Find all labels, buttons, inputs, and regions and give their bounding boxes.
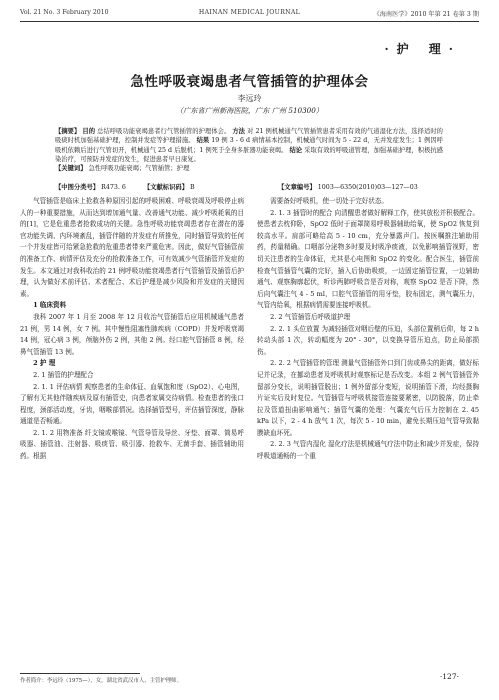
running-header xyxy=(20,9,479,22)
section-heading: 1 临床资料 xyxy=(33,301,67,310)
section-heading: 2 护 理 xyxy=(33,359,56,368)
doc-code-label: 【文献标识码】 xyxy=(143,184,188,191)
page-number: ·127· xyxy=(439,672,459,681)
result-text: 19 例 3 - 6 d 病情基本控制，机械通气时间为 5 - 22 d，无并发症发生；1 例因呼吸机依赖后进行气管切开，机械通气 25 d 后脱机；1 例死于全身多脏器功能衰竭。 xyxy=(55,137,443,154)
paragraph: 2. 2. 2 气管插管的管理 测量气管插管外口到门齿或鼻尖的距离，做好标记并记录，在挪动患者及呼吸机时观察标记是否改变。本组 2 例气管插管外留部分变长，说明插管脱出；1 例外留部分变短，说明插管下滑，均经摄胸片证实后及时复位。气管插管与呼吸机接管连接要紧密，以防脱落，防止牵拉及管道扭曲影响通气；插管气囊的处理：气囊充气后压力控制在 2. 45 kPa 以下，2 - 4 h 放气 1 次，每次 5 - 10 min，避免长期压迫气管导致黏膜缺血坏死。 xyxy=(257,359,479,437)
abstract xyxy=(55,127,443,173)
paragraph: 气管插管是临床上抢救各种原因引起的呼吸困难、呼吸衰竭及呼吸停止病人的一种重要措施，从而达到增加通气量、改善通气功能、减少呼吸耗氧的目的[1]，它是危重患者抢救成功的关键。急性呼吸功能衰竭患者存在潜在的器官功能失调、内环境紊乱，插管伴随的并发症有所推免，同时插管导致的任何一个并发症皆可给紧急抢救的危重患者带来严重危害。因此，做好气管插管前的准备工作、病情评估及充分的抢救准备工作，可有效减少气管插管并发症的发生。本文通过对我科收治的 21 例呼吸功能衰竭患者行气管插管及插管后护理，认为做好术前评估、术者配合、术后护理是减少风险和并发症的关键因素。 xyxy=(20,197,244,298)
conclusion-text: 采取有效的呼吸道管理，加强基础护理，积极抗感染治疗，可预防并发症的发生，促进患者早日康复。 xyxy=(55,146,444,163)
article-no-label: 【文章编号】 xyxy=(278,184,316,191)
article-no-row xyxy=(278,182,418,191)
author-footnote: 作者简介：李远玲（1975—），女，湖北省武汉市人，主管护理师。 xyxy=(20,678,182,684)
section-heading: 2. 1 插管的护理配合 xyxy=(33,370,94,379)
author: 李远玲 xyxy=(237,94,262,103)
result-label: 结果 xyxy=(196,137,210,145)
paragraph: 2. 1. 1 评估病情 观察患者的生命体征、血氧饱和度（SpO2）、心电图，了解有无其他伴随疾病及原有插管史，向患者家属交待病情。检查患者的张口程度，颈部活动度，牙齿，咽喉部情况。选择插管型号，评估插管深度，静脉通道是否畅通。 xyxy=(20,382,244,426)
clc-value: R473. 6 xyxy=(101,184,126,191)
article-title: 急性呼吸衰竭患者气管插管的护理体会 xyxy=(130,74,369,90)
paragraph: 2. 1. 2 用物准备 纤支镜或喉镜、气管导管及导丝、牙垫、面罩、简易呼吸器、插管油、注射器、吸痰管、吸引器、抢救车、无菌手套、插管辅助用药。根据 xyxy=(20,428,244,461)
abstract-label: 【摘要】 xyxy=(55,128,81,135)
header-issue: 《海南医学》2010 年第 21 卷第 3 期 xyxy=(373,11,479,18)
section-tag: ·护 理· xyxy=(384,42,461,56)
doc-code-value: B xyxy=(190,184,195,191)
method-text: 对 21 例机械通气气管插管患者采用有效的气道湿化方法，选择适时的吸痰时机加强基础护理，控制并发症等护理措施。 xyxy=(55,128,443,145)
purpose-text: 总结呼吸功能衰竭患者行气管插管的护理体会。 xyxy=(97,128,231,135)
right-column xyxy=(257,196,479,463)
footnote-rule xyxy=(20,673,140,674)
affiliation: （广东省广州新海医院，广东 广州 510300） xyxy=(175,106,323,115)
header-volume: Vol. 21 No. 3 February 2010 xyxy=(20,9,109,16)
paragraph: 2. 1. 3 插管时的配合 向清醒患者做好解释工作，使其放松并积极配合。使患者去枕仰卧，SpO2 低时于面罩简易呼吸器辅助给氧，使 SpO2 恢复到较高水平。肩部可略给高 5 - 10 cm，充分暴露声门。按医嘱推注辅助用药，药量精确。口咽部分泌物多时要及时吸净痰液，以免影响插管视野，密切关注患者的生命体征，尤其是心电图和 SpO2 的变化。配合医生，插管前检查气管插管气囊的完好，插入后协助吸痰，一边固定插管位置，一边辅助通气、观察胸廓起伏，听诊两肺呼吸音是否对称，观察 SpO2 是否下降，然后向气囊注气 4 - 5 ml，口腔气管插管的用牙垫，胶布固定，测气囊压力，气管内给氧，根据病情需要连接呼吸机。 xyxy=(257,208,479,310)
purpose-label: 目的 xyxy=(82,128,96,135)
paragraph: 2. 2. 3 气管内湿化 湿化疗法是机械通气疗法中防止和减少并发症，保持呼吸道通畅的一个重 xyxy=(257,440,479,461)
paragraph: 2. 2. 1 头位放置 为减轻插管对咽后壁的压迫，头部位置稍后仰，每 2 h 转动头部 1 次，转动幅度为 20° - 30°，以变换导管压迫点，防止局部损伤。 xyxy=(257,324,479,356)
method-label: 方法 xyxy=(232,128,246,135)
clc-row xyxy=(55,182,195,191)
clc-label: 【中图分类号】 xyxy=(55,184,100,191)
paragraph: 我科 2007 年 1 月至 2008 年 12 月收治气管插管后应用机械通气患者 21 例，男 14 例，女 7 例。其中慢性阻塞性肺疾病（COPD）并发呼吸衰竭 14 例，冠心病 3 例，颅脑外伤 2 例，其他 2 例。经口腔气管插管 8 例，经鼻气管插管 13 例。 xyxy=(20,312,244,356)
paragraph: 需要备好呼吸机，使一切处于完好状态。 xyxy=(270,197,388,205)
article-no-value: 1003—6350(2010)03—127—03 xyxy=(317,184,418,191)
header-journal: HAINAN MEDICAL JOURNAL xyxy=(198,9,301,16)
conclusion-label: 结论 xyxy=(289,146,303,154)
section-heading: 2. 2 气管插管后呼吸道护理 xyxy=(270,312,351,321)
keywords-text: 急性呼吸功能衰竭；气管插管；护理 xyxy=(88,165,190,173)
left-column xyxy=(20,196,244,463)
keywords-label: 【关键词】 xyxy=(55,165,87,173)
